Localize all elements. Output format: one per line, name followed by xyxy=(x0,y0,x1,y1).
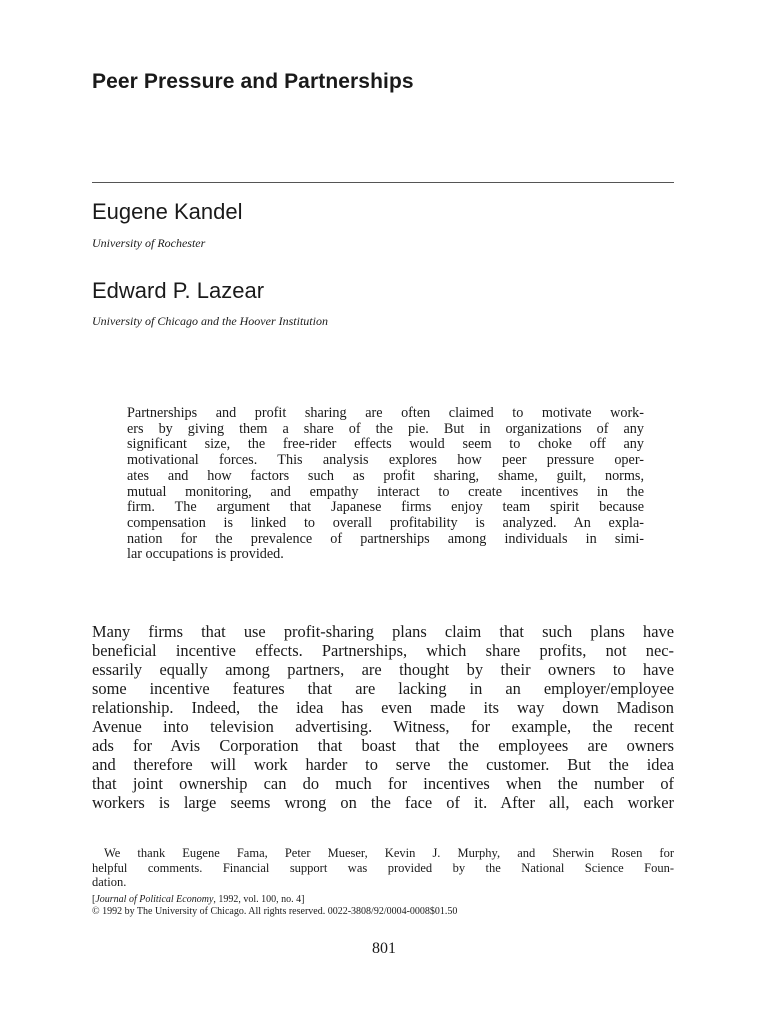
body-line: essarily equally among partners, are thought by their owners to have xyxy=(92,660,674,679)
abstract-line: ers by giving them a share of the pie. But in organizations of any xyxy=(127,420,644,437)
body-paragraph xyxy=(92,622,674,812)
abstract-line: ates and how factors such as profit sharing, shame, guilt, norms, xyxy=(127,467,644,484)
citation-details: , 1992, vol. 100, no. 4] xyxy=(213,894,305,905)
copyright-line: © 1992 by The University of Chicago. All rights reserved. 0022-3808/92/0004-0008$01.50 xyxy=(92,906,458,917)
abstract-line: mutual monitoring, and empathy interact to create incentives in the xyxy=(127,483,644,500)
author-affiliation-1: University of Rochester xyxy=(92,236,206,250)
body-line: and therefore will work harder to serve the customer. But the idea xyxy=(92,755,674,774)
abstract-line: significant size, the free-rider effects would seem to choke off any xyxy=(127,436,644,453)
citation-line xyxy=(92,894,674,906)
footnote-line: dation. xyxy=(92,875,127,889)
abstract xyxy=(127,406,644,563)
body-line: some incentive features that are lacking in an employer/employee xyxy=(92,679,674,698)
abstract-line: compensation is linked to overall profitability is analyzed. An expla- xyxy=(127,514,644,531)
journal-name: Journal of Political Economy xyxy=(95,894,214,905)
body-line: Avenue into television advertising. Witness, for example, the recent xyxy=(92,717,674,736)
author-name-1: Eugene Kandel xyxy=(92,199,243,224)
body-line: ads for Avis Corporation that boast that the employees are owners xyxy=(92,736,674,755)
citation-bracket: [ xyxy=(92,894,96,905)
author-name-2: Edward P. Lazear xyxy=(92,278,265,303)
body-line: beneficial incentive effects. Partnerships, which share profits, not nec- xyxy=(92,641,674,660)
acknowledgment-footnote xyxy=(92,846,674,890)
title-divider xyxy=(92,182,674,183)
abstract-line: firm. The argument that Japanese firms enjoy team spirit because xyxy=(127,499,644,516)
abstract-line: nation for the prevalence of partnerships among individuals in simi- xyxy=(127,530,644,547)
footnote-line: helpful comments. Financial support was provided by the National Science Foun- xyxy=(92,860,674,875)
footnote-line: We thank Eugene Fama, Peter Mueser, Kevin J. Murphy, and Sherwin Rosen for xyxy=(104,846,674,860)
page-number: 801 xyxy=(372,940,396,957)
body-line: that joint ownership can do much for incentives when the number of xyxy=(92,774,674,793)
abstract-line: Partnerships and profit sharing are often claimed to motivate work- xyxy=(127,405,644,421)
body-line: relationship. Indeed, the idea has even made its way down Madison xyxy=(92,698,674,717)
body-line: workers is large seems wrong on the face of it. After all, each worker xyxy=(92,793,674,812)
article-title: Peer Pressure and Partnerships xyxy=(92,70,414,93)
author-affiliation-2: University of Chicago and the Hoover Institution xyxy=(92,314,328,328)
abstract-line: lar occupations is provided. xyxy=(127,546,284,563)
body-line: Many firms that use profit-sharing plans claim that such plans have xyxy=(92,622,674,641)
abstract-line: motivational forces. This analysis explores how peer pressure oper- xyxy=(127,452,644,469)
journal-citation xyxy=(92,894,674,918)
